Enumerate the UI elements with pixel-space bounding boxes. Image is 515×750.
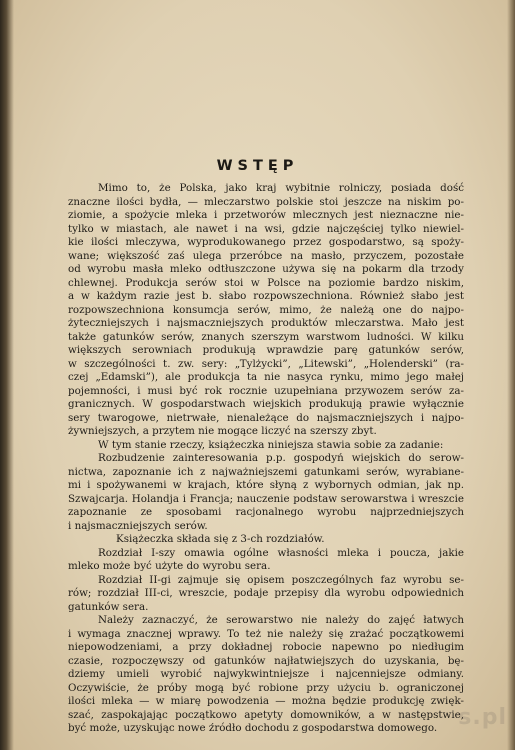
text-line: czej „Edamski”), ale produkcja ta nie nasyca rynku, mimo jego małej xyxy=(68,371,464,383)
text-line: tylko w miastach, ale nawet i na wsi, gdzie najczęściej tylko niewiel- xyxy=(68,222,464,235)
page-title: WSTĘP xyxy=(216,158,299,174)
text-line: szać, zaspokajając początkowo apetyty domowników, a w następstwie, xyxy=(68,708,464,721)
text-line: dziemy umieli wyrobić najwykwintniejsze i najcenniejsze odmiany. xyxy=(68,668,464,680)
text-line: chlewnej. Produkcja serów stoi w Polsce na poziomie bardzo niskim, xyxy=(68,276,464,289)
text-line: Rozbudzenie zainteresowania p.p. gospodyń wiejskich do serow- xyxy=(98,452,464,464)
paragraph xyxy=(68,533,464,547)
text-line: ilości mleka — w miarę powodzenia — można będzie produkcję zwięk- xyxy=(68,695,464,707)
text-line: Rozdział I-szy omawia ogólne własności mleka i poucza, jakie xyxy=(98,546,464,559)
text-line: mi i spożywanemi w krajach, które słyną z wybornych odmian, jak np. xyxy=(68,479,464,491)
text-line: pojemności, i musi być rok rocznie uzupełniana przywozem serów za- xyxy=(68,384,464,397)
text-line: zapoznanie ze sposobami racjonalnego wyrobu najprzedniejszych xyxy=(68,506,464,518)
text-line: rów; rozdział III-ci, wreszcie, podaje przepisy dla wyrobu odpowiednich xyxy=(68,587,464,599)
text-line: rozpowszechniona konsumcja serów, mimo, że należą one do najpo- xyxy=(68,303,464,316)
paragraph xyxy=(68,182,464,439)
text-line: kie ilości mleczywa, wyprodukowanego przez gospodarstwo, są spoży- xyxy=(68,236,464,248)
watermark-text: s.pl xyxy=(458,705,507,730)
text-line: granicznych. W gospodarstwach wiejskich produkują prawie wyłącznie xyxy=(68,398,464,410)
text-line: Oczywiście, że próby mogą być robione przy użyciu b. ograniczonej xyxy=(68,681,464,694)
text-line: niepowodzeniami, a przy dokładnej robocie napewno po niedługim xyxy=(68,641,464,653)
text-line: od wyrobu masła mleko odtłuszczone używa się na pokarm dla trzody xyxy=(68,263,464,275)
text-line: Książeczka składa się z 3-ch rozdziałów. xyxy=(116,533,325,545)
paragraph xyxy=(68,452,464,533)
text-line: sery twarogowe, nietrwałe, nienależące do najsmaczniejszych i najpo- xyxy=(68,411,464,424)
text-line: w szczególności t. zw. sery: „Tylżycki”, „Litewski”, „Holenderski” (ra- xyxy=(68,357,464,370)
text-line: ziomie, a spożycie mleka i przetworów mlecznych jest nieznaczne nie- xyxy=(68,209,464,221)
document-body xyxy=(68,182,464,736)
text-line: także gatunków serów, znanych szerszym warstwom ludności. W kilku xyxy=(68,330,464,343)
text-line: żywniejszych, a przytem nie mogące liczyć na szerszy zbyt. xyxy=(68,425,377,437)
text-line: a w każdym razie jest b. słabo rozpowszechniona. Również słabo jest xyxy=(68,290,464,302)
page-right-edge xyxy=(507,0,515,750)
paragraph xyxy=(68,547,464,574)
paragraph xyxy=(68,614,464,736)
text-line: Szwajcarja. Holandja i Francja; nauczenie podstaw serowarstwa i wreszcie xyxy=(68,492,464,505)
text-line: i najsmaczniejszych serów. xyxy=(68,519,208,532)
text-line: W tym stanie rzeczy, książeczka niniejsza stawia sobie za zadanie: xyxy=(98,438,444,451)
text-line: być może, uzyskując nowe źródło dochodu z gospodarstwa domowego. xyxy=(68,722,438,734)
text-line: Należy zaznaczyć, że serowarstwo nie należy do zajęć łatwych xyxy=(98,614,464,626)
text-line: nictwa, zapoznanie ich z najważniejszemi gatunkami serów, wyrabiane- xyxy=(68,465,464,478)
text-line: i wymaga znacznej wprawy. To też nie należy się zrażać początkowemi xyxy=(68,627,464,640)
text-line: żyteczniejszych i najsmaczniejszych produktów mleczarstwa. Mało jest xyxy=(68,317,464,329)
paragraph xyxy=(68,439,464,453)
text-line: czasie, rozpoczęwszy od gatunków najłatwiejszych do uzyskania, bę- xyxy=(68,654,464,667)
text-line: większych serowniach produkują wprawdzie parę gatunków serów, xyxy=(68,344,464,356)
paragraph xyxy=(68,574,464,615)
text-line: gatunków sera. xyxy=(68,600,149,613)
text-line: znaczne ilości bydła, — mleczarstwo polskie stoi jeszcze na niskim po- xyxy=(68,195,464,208)
text-line: mleko może być użyte do wyrobu sera. xyxy=(68,560,271,572)
page-binding-shadow xyxy=(0,0,14,750)
text-line: Mimo to, że Polska, jako kraj wybitnie rolniczy, posiada dość xyxy=(98,182,464,194)
text-line: Rozdział II-gi zajmuje się opisem poszczególnych faz wyrobu se- xyxy=(98,573,464,586)
text-line: wane; większość zaś ulega przeróbce na masło, przyczem, pozostałe xyxy=(68,249,464,262)
